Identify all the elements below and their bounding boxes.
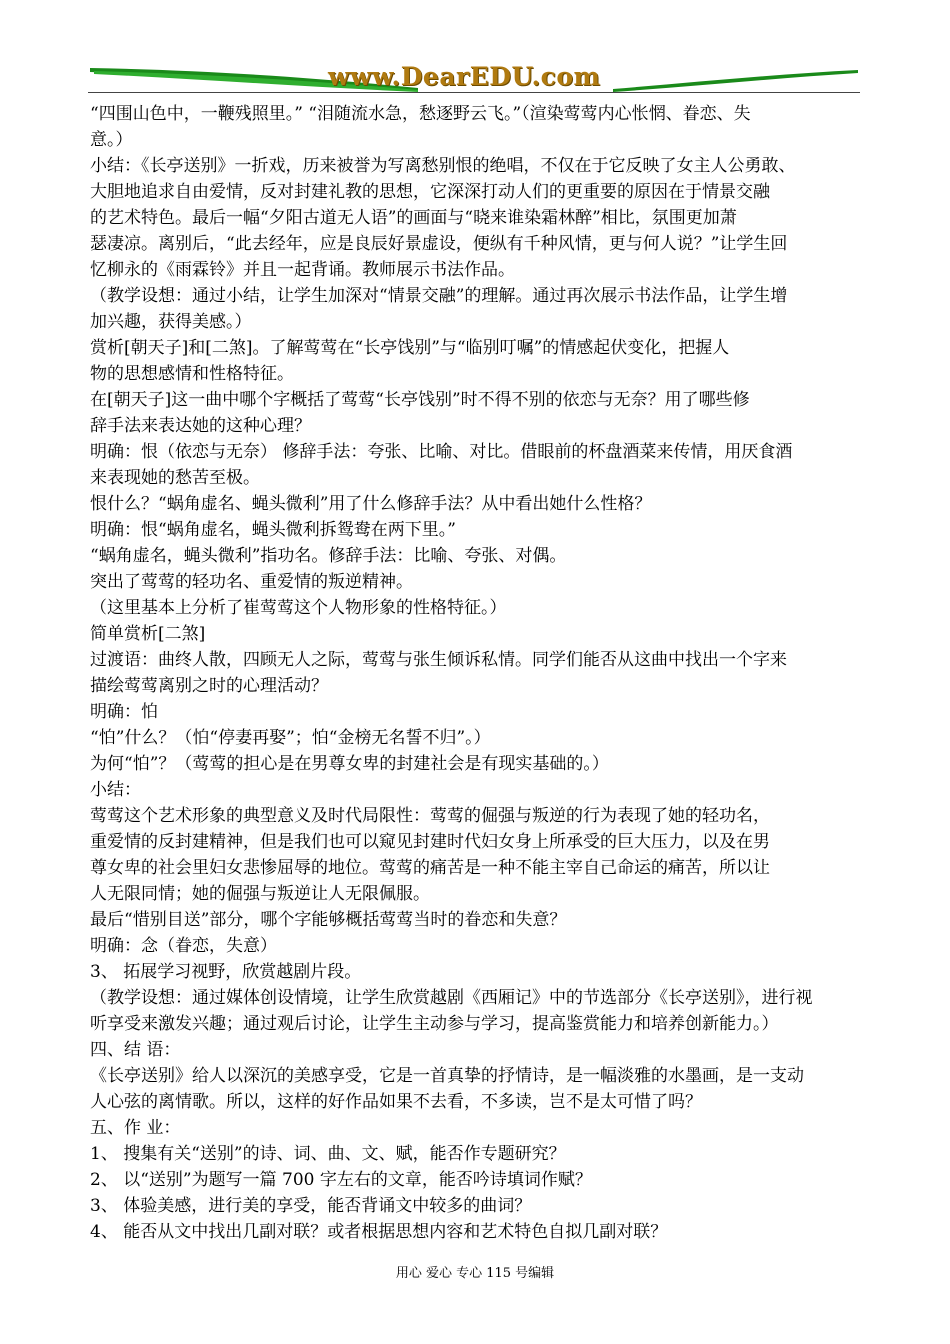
text-line: 物的思想感情和性格特征。 <box>90 364 294 384</box>
text-line: “怕”什么？（怕“停妻再娶”；怕“金榜无名誓不归”。） <box>90 728 491 748</box>
text-line: 恨什么？“蜗角虚名、蝇头微利”用了什么修辞手法？从中看出她什么性格？ <box>90 494 652 514</box>
text-line: 忆柳永的《雨霖铃》并且一起背诵。教师展示书法作品。 <box>90 260 515 280</box>
text-line: 赏析[朝天子]和[二煞]。了解莺莺在“长亭饯别”与“临别叮嘱”的情感起伏变化，把握人 <box>90 338 730 358</box>
text-line: 明确：怕 <box>90 702 158 722</box>
text-line: 小结：《长亭送别》一折戏，历来被誉为写离愁别恨的绝唱，不仅在于它反映了女主人公勇敢、 <box>90 156 796 176</box>
text-line: 描绘莺莺离别之时的心理活动？ <box>90 676 328 696</box>
text-line: 辞手法来表达她的这种心理？ <box>90 416 311 436</box>
text-line: 最后“惜别目送”部分，哪个字能够概括莺莺当时的眷恋和失意？ <box>90 910 567 930</box>
text-line: 莺莺这个艺术形象的典型意义及时代局限性：莺莺的倔强与叛逆的行为表现了她的轻功名， <box>90 806 770 826</box>
text-line: 4、 能否从文中找出几副对联？或者根据思想内容和艺术特色自拟几副对联？ <box>90 1222 668 1242</box>
text-line: 加兴趣，获得美感。） <box>90 312 252 332</box>
text-line: 过渡语：曲终人散，四顾无人之际，莺莺与张生倾诉私情。同学们能否从这曲中找出一个字来 <box>90 650 787 670</box>
text-line: 意。） <box>90 130 133 150</box>
text-line: 为何“怕”？（莺莺的担心是在男尊女卑的封建社会是有现实基础的。） <box>90 754 609 774</box>
text-line: 1、 搜集有关“送别”的诗、词、曲、文、赋，能否作专题研究？ <box>90 1144 566 1164</box>
text-line: 五、作 业： <box>90 1118 181 1138</box>
text-line: 人心弦的离情歌。所以，这样的好作品如果不去看，不多读，岂不是太可惜了吗？ <box>90 1092 702 1112</box>
text-line: 来表现她的愁苦至极。 <box>90 468 260 488</box>
text-line: “蜗角虚名，蝇头微利”指功名。修辞手法：比喻、夸张、对偶。 <box>90 546 567 566</box>
text-line: 明确：恨“蜗角虚名，蝇头微利拆鸳鸯在两下里。” <box>90 520 456 540</box>
text-line: 简单赏析[二煞] <box>90 624 206 644</box>
text-line: 《长亭送别》给人以深沉的美感享受，它是一首真挚的抒情诗，是一幅淡雅的水墨画，是一支动 <box>90 1066 804 1086</box>
document-body <box>90 101 862 1245</box>
text-line: 听享受来激发兴趣；通过观后讨论，让学生主动参与学习，提高鉴赏能力和培养创新能力。） <box>90 1014 779 1034</box>
text-line: 尊女卑的社会里妇女悲惨屈辱的地位。莺莺的痛苦是一种不能主宰自己命运的痛苦，所以让 <box>90 858 770 878</box>
text-line: 的艺术特色。最后一幅“夕阳古道无人语”的画面与“晓来谁染霜林醉”相比，氛围更加萧 <box>90 208 737 228</box>
text-line: 3、 体验美感，进行美的享受，能否背诵文中较多的曲词？ <box>90 1196 532 1216</box>
text-line: 小结： <box>90 780 141 800</box>
text-line: 明确：念（眷恋，失意） <box>90 936 277 956</box>
page-footer: 用心 爱心 专心 115 号编辑 <box>395 1266 555 1281</box>
text-line: 明确：恨（依恋与无奈） 修辞手法：夸张、比喻、对比。借眼前的杯盘酒菜来传情，用厌食酒 <box>90 442 793 462</box>
text-line: （教学设想：通过小结，让学生加深对“情景交融”的理解。通过再次展示书法作品，让学生增 <box>90 286 788 306</box>
text-line: 大胆地追求自由爱情，反对封建礼教的思想，它深深打动人们的更重要的原因在于情景交融 <box>90 182 770 202</box>
text-line: （教学设想：通过媒体创设情境，让学生欣赏越剧《西厢记》中的节选部分《长亭送别》，进行视 <box>90 988 813 1008</box>
text-line: 瑟凄凉。离别后，“此去经年，应是良辰好景虚设，便纵有千种风情，更与何人说？”让学生回 <box>90 234 788 254</box>
text-line: 重爱情的反封建精神，但是我们也可以窥见封建时代妇女身上所承受的巨大压力，以及在男 <box>90 832 770 852</box>
text-line: 在[朝天子]这一曲中哪个字概括了莺莺“长亭饯别”时不得不别的依恋与无奈？用了哪些修 <box>90 390 750 410</box>
text-line: 2、 以“送别”为题写一篇 700 字左右的文章，能否吟诗填词作赋？ <box>90 1170 592 1190</box>
text-line: 四、结 语： <box>90 1040 181 1060</box>
text-line: 人无限同情；她的倔强与叛逆让人无限佩服。 <box>90 884 430 904</box>
text-line: 3、 拓展学习视野，欣赏越剧片段。 <box>90 962 362 982</box>
text-line: 突出了莺莺的轻功名、重爱情的叛逆精神。 <box>90 572 413 592</box>
text-line: （这里基本上分析了崔莺莺这个人物形象的性格特征。） <box>90 598 507 618</box>
site-logo: www.DearEDU.com <box>328 62 601 91</box>
text-line: “四围山色中，一鞭残照里。” “泪随流水急，愁逐野云飞。”（渲染莺莺内心怅惘、眷恋、失 <box>90 104 751 124</box>
